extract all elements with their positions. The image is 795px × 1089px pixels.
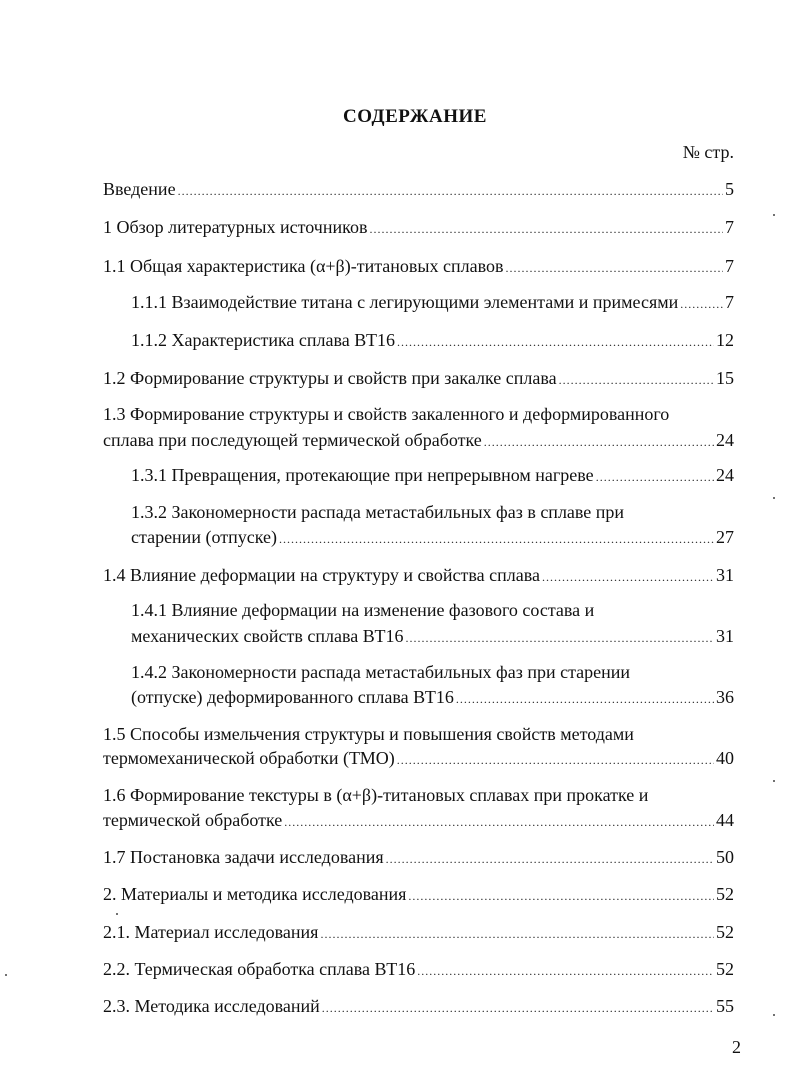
dot-leader	[369, 217, 723, 241]
dot-leader	[397, 330, 714, 354]
toc-entry[interactable]	[131, 290, 734, 316]
toc-entry-title-line1: 1.3 Формирование структуры и свойств закаленного и деформированного	[103, 404, 670, 424]
toc-entry-title: 2.3. Методика исследований	[103, 996, 320, 1016]
toc-entry-title: (отпуске) деформированного сплава ВТ16	[131, 687, 454, 707]
dot-leader	[405, 626, 714, 650]
toc-entry[interactable]	[103, 215, 734, 241]
dot-leader	[417, 959, 714, 983]
dot-leader	[408, 884, 714, 908]
toc-entry[interactable]	[103, 563, 734, 589]
toc-entry[interactable]	[103, 882, 734, 908]
toc-entry-page: 52	[716, 922, 734, 942]
toc-entry-page: 44	[716, 810, 734, 830]
toc-entry-title: термомеханической обработки (ТМО)	[103, 748, 395, 768]
scan-speck	[773, 1014, 775, 1016]
page-title: СОДЕРЖАНИЕ	[343, 106, 487, 127]
dot-leader	[320, 922, 714, 946]
toc-entry-page: 31	[716, 565, 734, 585]
toc-entry[interactable]	[131, 525, 734, 551]
toc-entry-title: механических свойств сплава ВТ16	[131, 626, 404, 646]
toc-entry[interactable]	[103, 808, 734, 834]
toc-entry-title-line1: 1.6 Формирование текстуры в (α+β)-титановых сплавах при прокатке и	[103, 785, 649, 805]
dot-leader	[397, 748, 714, 772]
toc-entry[interactable]	[103, 428, 734, 454]
toc-entry-title: 2.1. Материал исследования	[103, 922, 319, 942]
toc-entry[interactable]	[103, 746, 734, 772]
toc-entry[interactable]	[103, 920, 734, 946]
toc-entry-page: 7	[725, 256, 734, 276]
toc-entry[interactable]	[103, 957, 734, 983]
scan-speck	[773, 497, 775, 499]
toc-entry[interactable]	[103, 845, 734, 871]
toc-entry-page: 27	[716, 527, 734, 547]
toc-entry[interactable]	[131, 624, 734, 650]
toc-entry-title-line1: 1.5 Способы измельчения структуры и повышения свойств методами	[103, 724, 634, 744]
toc-entry[interactable]	[131, 463, 734, 489]
toc-entry-page: 36	[716, 687, 734, 707]
toc-entry-title-line1: 1.4.2 Закономерности распада метастабильных фаз при старении	[131, 662, 631, 682]
dot-leader	[542, 565, 714, 589]
toc-entry-title-line1: 1.3.2 Закономерности распада метастабильных фаз в сплаве при	[131, 502, 625, 522]
toc-entry-title: 1.2 Формирование структуры и свойств при закалке сплава	[103, 368, 557, 388]
toc-entry-page: 24	[716, 430, 734, 450]
dot-leader	[680, 292, 723, 316]
toc-entry[interactable]	[103, 994, 734, 1020]
toc-entry-page: 15	[716, 368, 734, 388]
toc-entry[interactable]	[103, 366, 734, 392]
toc-entry-page: 52	[716, 959, 734, 979]
toc-entry-title: 1 Обзор литературных источников	[103, 217, 368, 237]
dot-leader	[279, 527, 714, 551]
toc-entry-title-line1: 1.4.1 Влияние деформации на изменение фазового состава и	[131, 600, 595, 620]
toc-entry-title: старении (отпуске)	[131, 527, 277, 547]
dot-leader	[178, 179, 723, 203]
dot-leader	[484, 430, 714, 454]
toc-entry-page: 55	[716, 996, 734, 1016]
toc-entry-page: 7	[725, 292, 734, 312]
toc-entry[interactable]	[103, 177, 734, 203]
toc-entry-title: сплава при последующей термической обработке	[103, 430, 482, 450]
toc-entry-title: Введение	[103, 179, 176, 199]
dot-leader	[386, 847, 714, 871]
scan-speck	[5, 974, 7, 976]
toc-entry-title: 1.1.2 Характеристика сплава ВТ16	[131, 330, 396, 350]
toc-entry-page: 5	[725, 179, 734, 199]
toc-entry-page: 24	[716, 465, 734, 485]
scan-speck	[773, 780, 775, 782]
toc-entry-title: термической обработке	[103, 810, 283, 830]
toc-entry-page: 52	[716, 884, 734, 904]
toc-entry[interactable]	[131, 328, 734, 354]
toc-entry-page: 12	[716, 330, 734, 350]
scan-speck	[116, 913, 118, 915]
toc-entry-title: 1.1.1 Взаимодействие титана с легирующими элементами и примесями	[131, 292, 679, 312]
toc-entry-title: 2. Материалы и методика исследования	[103, 884, 407, 904]
page-number-header: № стр.	[682, 142, 734, 162]
dot-leader	[505, 256, 723, 280]
toc-entry[interactable]	[103, 254, 734, 280]
dot-leader	[322, 996, 714, 1020]
scan-speck	[773, 214, 775, 216]
page-number: 2	[732, 1037, 741, 1057]
toc-entry-page: 7	[725, 217, 734, 237]
dot-leader	[596, 465, 714, 489]
dot-leader	[284, 810, 714, 834]
dot-leader	[456, 687, 714, 711]
toc-entry-page: 31	[716, 626, 734, 646]
toc-entry-title: 1.7 Постановка задачи исследования	[103, 847, 384, 867]
toc-entry-page: 40	[716, 748, 734, 768]
toc-entry-title: 1.1 Общая характеристика (α+β)-титановых сплавов	[103, 256, 504, 276]
toc-entry-title: 1.4 Влияние деформации на структуру и свойства сплава	[103, 565, 541, 585]
toc-entry-title: 2.2. Термическая обработка сплава ВТ16	[103, 959, 416, 979]
dot-leader	[559, 368, 714, 392]
toc-entry-page: 50	[716, 847, 734, 867]
toc-entry-title: 1.3.1 Превращения, протекающие при непрерывном нагреве	[131, 465, 594, 485]
toc-entry[interactable]	[131, 685, 734, 711]
